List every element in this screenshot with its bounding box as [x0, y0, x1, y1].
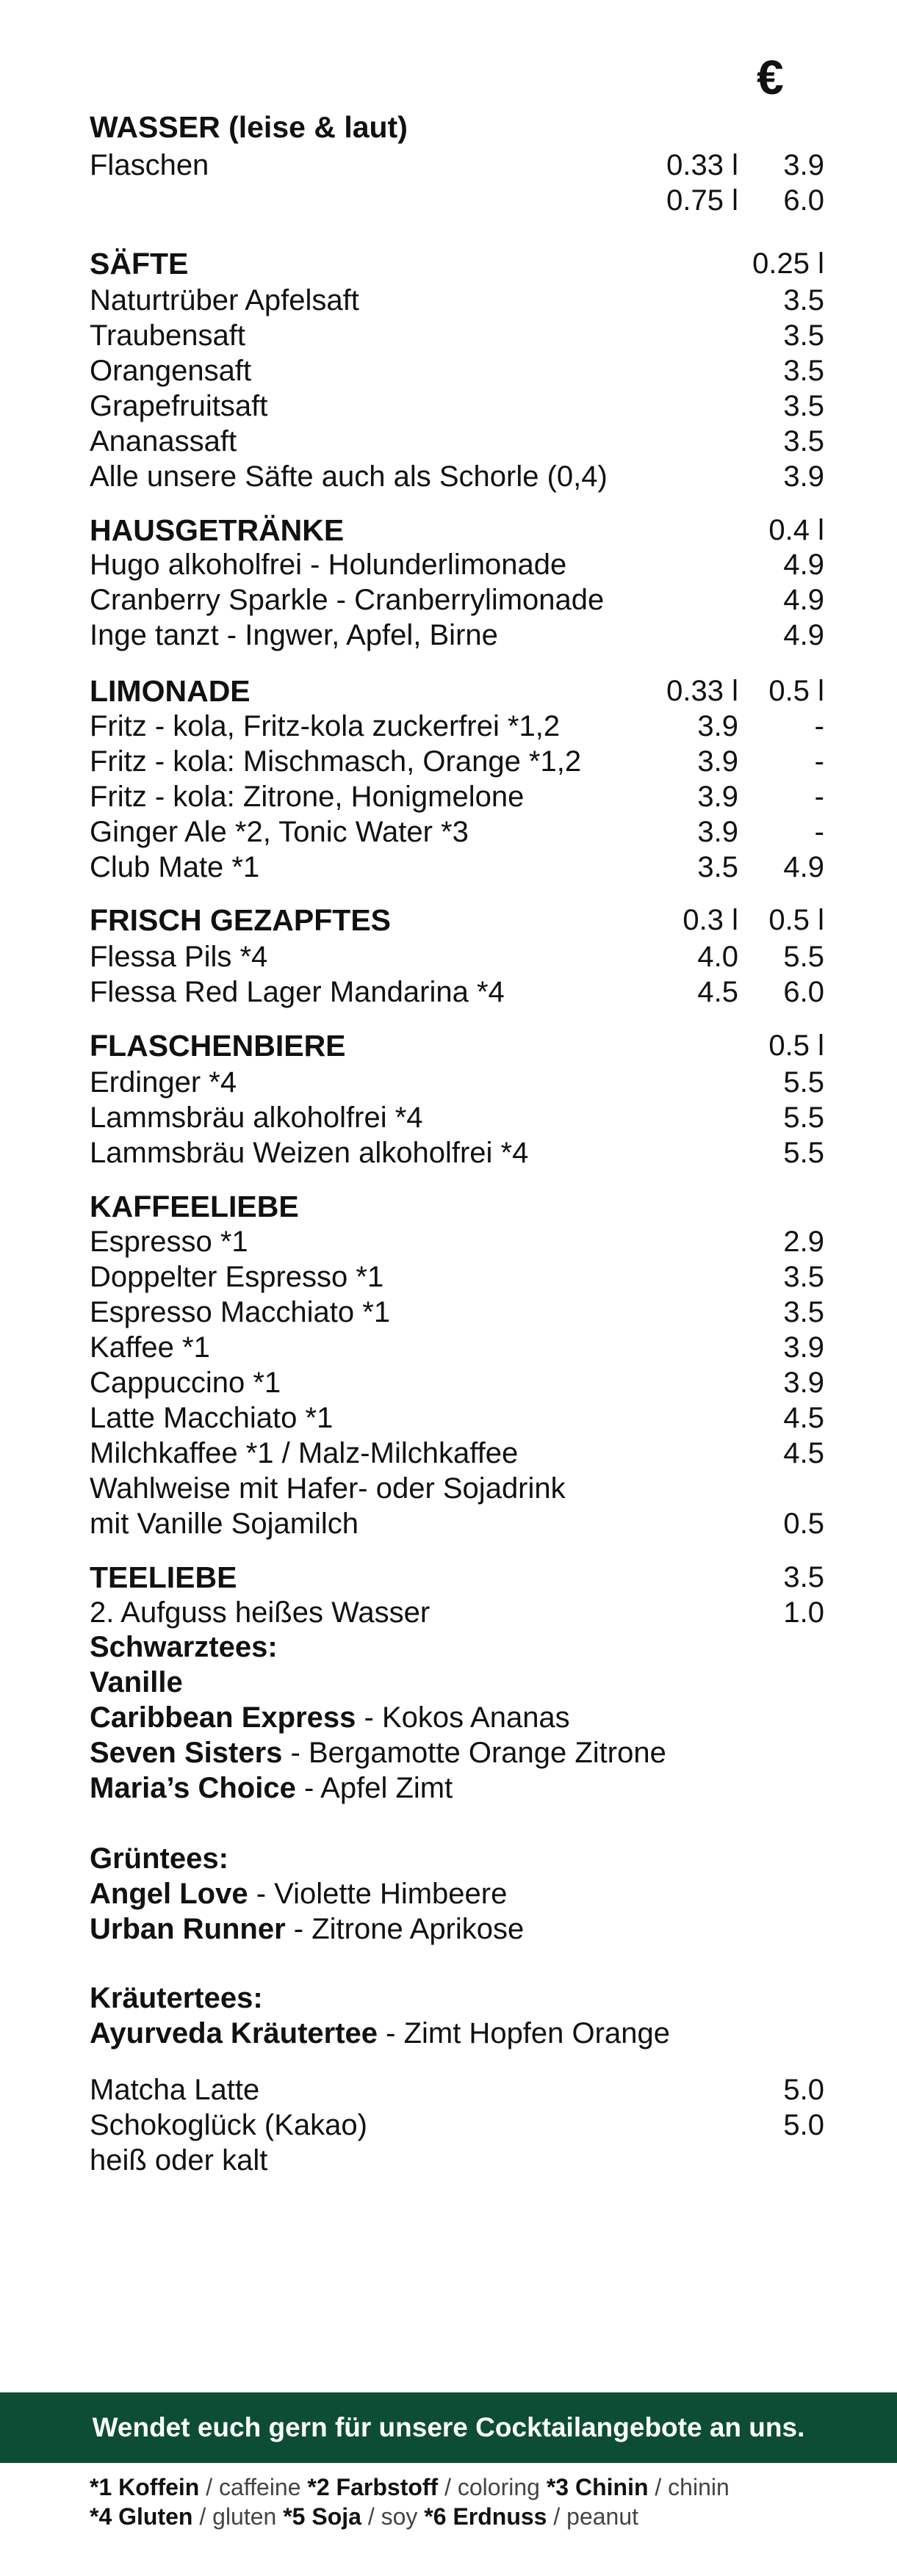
menu-item: [90, 850, 824, 885]
section-tee-header: [90, 1560, 824, 1595]
section-title: KAFFEELIEBE: [90, 1190, 299, 1223]
item-size: 0.75 l: [666, 184, 738, 217]
item-price: -: [814, 745, 824, 778]
section-gezapft-header: [90, 902, 824, 938]
menu-item: [90, 709, 824, 744]
item-price: 4.9: [783, 549, 824, 581]
item-name: Latte Macchiato *1: [90, 1402, 334, 1434]
item-name: Matcha Latte: [90, 2074, 260, 2106]
section-flaschenbiere-header: [90, 1028, 824, 1063]
item-name: Fritz - kola: Mischmasch, Orange *1,2: [90, 745, 582, 778]
menu-item: [90, 1365, 824, 1400]
size-label: 0.5 l: [768, 904, 824, 936]
section-title: SÄFTE: [90, 247, 189, 281]
menu-item: [90, 1436, 824, 1471]
item-name: Doppelter Espresso *1: [90, 1261, 384, 1293]
item-name: Espresso Macchiato *1: [90, 1296, 391, 1328]
section-title: LIMONADE: [90, 674, 251, 708]
allergen-translation: gluten: [212, 2503, 277, 2530]
menu-item: [90, 388, 824, 424]
item-name: Naturtrüber Apfelsaft: [90, 284, 359, 316]
item-price: 4.5: [783, 1402, 824, 1434]
item-price: 5.5: [783, 941, 824, 973]
item-price: 5.5: [783, 1101, 824, 1134]
item-name: Fritz - kola: Zitrone, Honigmelone: [90, 781, 525, 813]
section-title: WASSER (leise & laut): [90, 110, 408, 144]
size-label: 0.4 l: [768, 514, 824, 546]
tea-desc: - Apfel Zimt: [295, 1772, 453, 1804]
separator: /: [648, 2474, 669, 2500]
menu-item: [90, 1330, 824, 1365]
item-price: 3.5: [783, 319, 824, 352]
section-wasser-header: [90, 109, 824, 145]
tea-desc: - Kokos Ananas: [356, 1701, 570, 1734]
tea-item: [90, 1665, 824, 1700]
section-saefte-header: [90, 246, 824, 281]
allergen-translation: soy: [381, 2503, 418, 2530]
item-price: 3.9: [783, 1367, 824, 1399]
menu-item: [90, 1259, 824, 1295]
item-name: Grapefruitsaft: [90, 390, 268, 422]
tea-name: Maria’s Choice: [90, 1772, 296, 1804]
menu-item: [90, 1100, 824, 1135]
tea-name: Caribbean Express: [90, 1701, 356, 1734]
item-price: 3.5: [697, 851, 738, 883]
menu-item: [90, 779, 824, 814]
allergen-translation: peanut: [566, 2503, 639, 2530]
size-label: 0.33 l: [666, 675, 738, 707]
allergen-translation: coloring: [457, 2474, 540, 2500]
item-price: 4.5: [697, 976, 738, 1008]
menu-item: [90, 283, 824, 318]
item-name: Erdinger *4: [90, 1066, 237, 1099]
item-price: 3.5: [783, 1296, 824, 1328]
separator: /: [192, 2503, 213, 2530]
tea-name: Angel Love: [90, 1878, 248, 1910]
item-price: 3.9: [783, 1331, 824, 1364]
item-price: 4.0: [697, 941, 738, 973]
tea-item: [90, 2016, 824, 2051]
item-price: 4.9: [783, 851, 824, 883]
allergen-code: *4 Gluten: [90, 2503, 193, 2530]
item-price: 3.9: [783, 149, 824, 181]
item-price: 5.5: [783, 1137, 824, 1169]
allergen-code: *1 Koffein: [90, 2474, 200, 2500]
tea-category-heading: Grüntees:: [90, 1842, 228, 1875]
menu-item: [90, 1135, 824, 1171]
item-name: 2. Aufguss heißes Wasser: [90, 1596, 431, 1629]
item-name: Cranberry Sparkle - Cranberrylimonade: [90, 584, 605, 616]
item-price: 3.9: [783, 460, 824, 493]
note-text: Wahlweise mit Hafer- oder Sojadrink: [90, 1472, 566, 1505]
item-price: 3.9: [697, 816, 738, 848]
menu-item: [90, 148, 824, 183]
menu-item: [90, 183, 824, 218]
allergen-code: *2 Farbstoff: [307, 2474, 439, 2500]
item-price: 3.9: [697, 745, 738, 778]
section-limonade-header: [90, 673, 824, 709]
item-price: 3.5: [783, 1261, 824, 1293]
item-name: Inge tanzt - Ingwer, Apfel, Birne: [90, 619, 498, 651]
item-price: 6.0: [783, 184, 824, 217]
item-name: Flessa Pils *4: [90, 941, 268, 973]
item-size: 0.33 l: [666, 149, 738, 181]
tea-name: Vanille: [90, 1666, 183, 1698]
menu-item: [90, 1506, 824, 1541]
item-price: 4.5: [783, 1437, 824, 1469]
size-label: 0.5 l: [768, 675, 824, 707]
item-name: Alle unsere Säfte auch als Schorle (0,4): [90, 460, 608, 493]
item-name: Milchkaffee *1 / Malz-Milchkaffee: [90, 1437, 519, 1469]
item-name: Club Mate *1: [90, 851, 260, 883]
allergen-code: *3 Chinin: [546, 2474, 649, 2500]
section-title: FRISCH GEZAPFTES: [90, 903, 392, 937]
menu-item: [90, 1595, 824, 1630]
item-name: Cappuccino *1: [90, 1367, 281, 1399]
menu-note: [90, 2143, 824, 2178]
separator: /: [199, 2474, 220, 2500]
tea-item: [90, 1876, 824, 1911]
menu-item: [90, 1224, 824, 1259]
tea-name: Urban Runner: [90, 1913, 286, 1945]
tea-item: [90, 1911, 824, 1947]
tea-name: Ayurveda Kräutertee: [90, 2017, 378, 2049]
menu-item: [90, 814, 824, 850]
item-price: 4.9: [783, 584, 824, 616]
item-name: Flessa Red Lager Mandarina *4: [90, 976, 505, 1008]
item-name: Orangensaft: [90, 355, 252, 387]
item-price: 3.5: [783, 355, 824, 387]
item-price: -: [814, 781, 824, 813]
allergen-code: *6 Erdnuss: [424, 2503, 547, 2530]
menu-item: [90, 939, 824, 974]
item-price: 3.5: [783, 1561, 824, 1593]
item-price: 3.9: [697, 710, 738, 742]
item-price: 6.0: [783, 976, 824, 1008]
item-name: mit Vanille Sojamilch: [90, 1508, 359, 1540]
size-label: 0.5 l: [768, 1030, 824, 1062]
menu-item: [90, 459, 824, 494]
tea-desc: - Zimt Hopfen Orange: [378, 2017, 670, 2049]
item-price: 1.0: [783, 1596, 824, 1629]
item-price: 3.5: [783, 284, 824, 316]
item-price: 5.0: [783, 2109, 824, 2141]
tea-category-heading: Kräutertees:: [90, 1982, 263, 2014]
tea-item: [90, 1700, 824, 1735]
menu-item: [90, 744, 824, 779]
allergen-legend: [90, 2502, 861, 2531]
item-name: Kaffee *1: [90, 1331, 210, 1364]
section-title: FLASCHENBIERE: [90, 1029, 346, 1063]
separator: /: [361, 2503, 381, 2530]
cocktail-banner: Wendet euch gern für unsere Cocktailangebote an uns.: [0, 2392, 897, 2463]
item-price: -: [814, 710, 824, 742]
menu-item: [90, 547, 824, 582]
section-title: TEELIEBE: [90, 1560, 237, 1594]
item-name: Hugo alkoholfrei - Holunderlimonade: [90, 549, 567, 581]
tea-item: [90, 1735, 824, 1770]
item-name: Ginger Ale *2, Tonic Water *3: [90, 816, 469, 848]
section-kaffee-header: [90, 1189, 824, 1224]
separator: /: [438, 2474, 458, 2500]
item-name: Ananassaft: [90, 425, 237, 457]
item-name: Traubensaft: [90, 319, 245, 352]
menu-item: [90, 1295, 824, 1330]
note-text: heiß oder kalt: [90, 2144, 268, 2177]
tea-name: Seven Sisters: [90, 1737, 283, 1769]
tea-desc: - Violette Himbeere: [248, 1878, 508, 1910]
item-name: Flaschen: [90, 149, 209, 181]
menu-item: [90, 1400, 824, 1436]
tea-desc: - Bergamotte Orange Zitrone: [282, 1737, 666, 1769]
menu-item: [90, 2108, 824, 2143]
item-price: 5.0: [783, 2074, 824, 2106]
allergen-translation: caffeine: [219, 2474, 301, 2500]
menu-item: [90, 2072, 824, 2108]
allergen-translation: chinin: [668, 2474, 730, 2500]
item-name: Espresso *1: [90, 1226, 248, 1258]
menu-item: [90, 582, 824, 618]
allergen-legend: [90, 2472, 861, 2502]
item-name: Fritz - kola, Fritz-kola zuckerfrei *1,2: [90, 710, 561, 742]
menu-item: [90, 618, 824, 653]
menu-item: [90, 974, 824, 1010]
size-label: 0.3 l: [682, 904, 738, 936]
section-hausgetraenke-header: [90, 513, 824, 548]
item-price: 3.5: [783, 425, 824, 457]
item-price: 0.5: [783, 1508, 824, 1540]
item-name: Lammsbräu alkoholfrei *4: [90, 1101, 423, 1134]
item-price: 5.5: [783, 1066, 824, 1099]
menu-item: [90, 318, 824, 353]
item-price: 3.9: [697, 781, 738, 813]
section-title: HAUSGETRÄNKE: [90, 513, 345, 547]
item-name: Lammsbräu Weizen alkoholfrei *4: [90, 1137, 529, 1169]
allergen-code: *5 Soja: [283, 2503, 361, 2530]
item-price: 4.9: [783, 619, 824, 651]
menu-item: [90, 424, 824, 459]
item-price: 2.9: [783, 1226, 824, 1258]
tea-item: [90, 1770, 824, 1806]
tea-desc: - Zitrone Aprikose: [285, 1913, 525, 1945]
item-name: Schokoglück (Kakao): [90, 2109, 367, 2141]
currency-header: €: [757, 50, 784, 104]
size-label: 0.25 l: [752, 247, 824, 280]
item-price: 3.5: [783, 390, 824, 422]
menu-item: [90, 1065, 824, 1100]
menu-note: [90, 1471, 824, 1506]
item-price: -: [814, 816, 824, 848]
menu-item: [90, 353, 824, 388]
separator: /: [547, 2503, 567, 2530]
tea-category-heading: Schwarztees:: [90, 1631, 278, 1663]
